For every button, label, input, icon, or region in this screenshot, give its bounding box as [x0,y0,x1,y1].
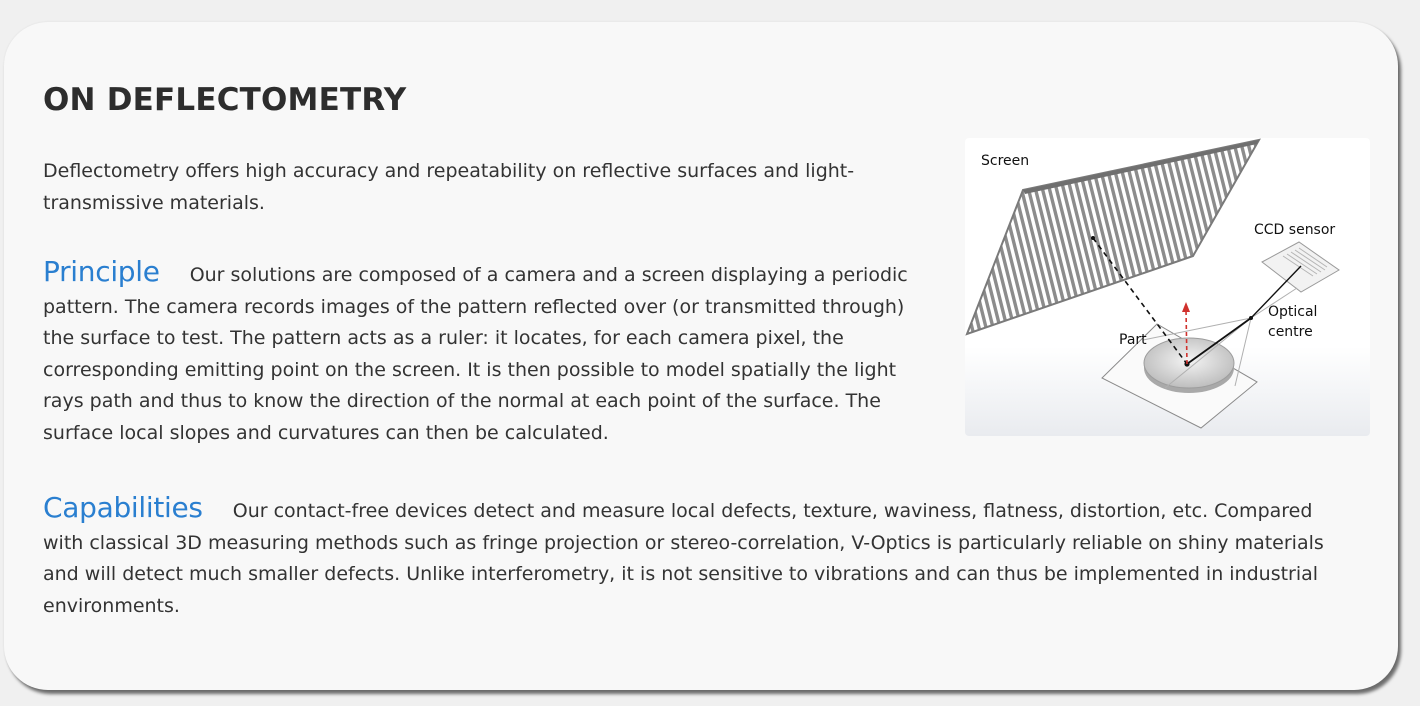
capabilities-heading: Capabilities [43,491,203,524]
capabilities-text: Our contact-free devices detect and measure local defects, texture, waviness, flatness, distortion, etc. Compared with classical 3D measuring methods such as fringe projection or stereo-correlation, V-Optics is particularly reliable on shiny materials and will detect much smaller defects. Unlike interferometry, it is not sensitive to vibrations and can thus be implemented in industrial environments. [43,500,1324,617]
optical-centre-label-line2: centre [1268,324,1313,340]
intro-paragraph: Deflectometry offers high accuracy and repeatability on reflective surfaces and light-transmissive materials. [43,160,855,214]
page-title: ON DEFLECTOMETRY [43,82,407,118]
optical-centre-label-line1: Optical [1268,304,1318,320]
screen-point [1091,236,1095,240]
principle-text: Our solutions are composed of a camera and a screen displaying a periodic pattern. The camera records images of the pattern reflected over (or transmitted through) the surface to test. The pattern acts as a ruler: it locates, for each camera pixel, the corresponding emitting point on the screen. It is then possible to model spatially the light rays path and thus to know the direction of the normal at each point of the surface. The surface local slopes and curvatures can then be calculated. [43,264,908,444]
diagram-svg [965,138,1370,436]
optical-centre-point [1249,316,1253,320]
screen-shape [967,140,1259,334]
capabilities-section [43,492,1343,622]
principle-section [43,256,923,449]
deflectometry-diagram [965,138,1370,436]
part-label: Part [1119,332,1147,348]
screen-label: Screen [981,153,1030,169]
normal-arrow-head [1182,302,1190,312]
normal-arrow [1186,310,1187,364]
principle-heading: Principle [43,255,160,288]
ccd-sensor-label: CCD sensor [1254,222,1336,238]
